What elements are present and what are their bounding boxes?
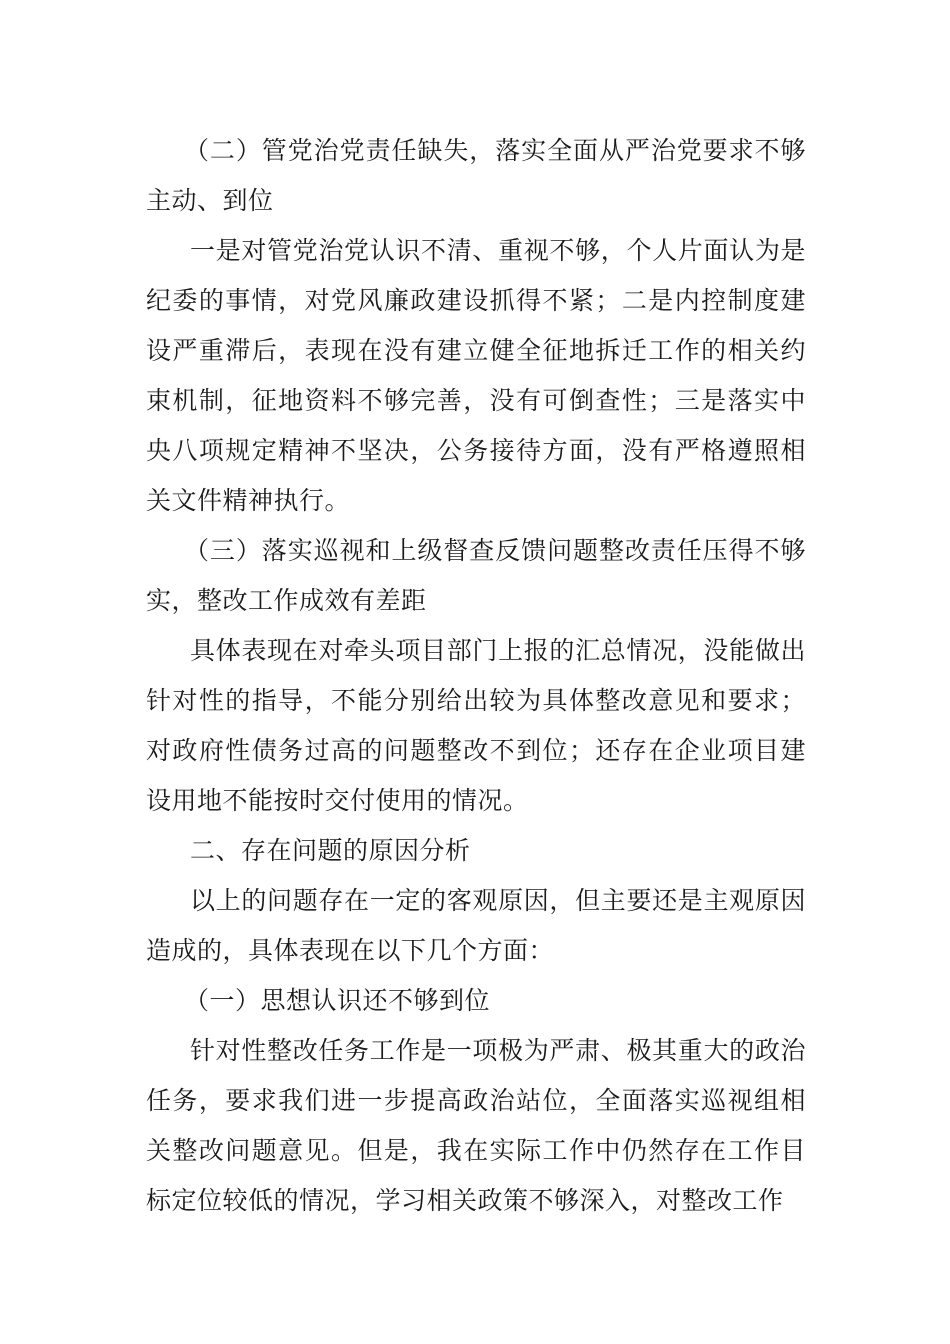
paragraph-thinking: 针对性整改任务工作是一项极为严肃、极其重大的政治任务，要求我们进一步提高政治站位，全面落实巡视组相关整改问题意见。但是，我在实际工作中仍然存在工作目标定位较低的情况，学习相关政策不够深入，对整改工作 — [146, 1036, 806, 1215]
paragraph-responsibility: 一是对管党治党认识不清、重视不够，个人片面认为是纪委的事情，对党风廉政建设抓得不紧；二是内控制度建设严重滞后，表现在没有建立健全征地拆迁工作的相关约束机制，征地资料不够完善，没有可倒查性；三是落实中央八项规定精神不坚决，公务接待方面，没有严格遵照相关文件精神执行。 — [146, 236, 806, 515]
paragraph-causes-intro: 以上的问题存在一定的客观原因，但主要还是主观原因造成的，具体表现在以下几个方面： — [146, 886, 806, 965]
subheading-one: （一）思想认识还不够到位 — [184, 986, 491, 1015]
subheading-three: （三）落实巡视和上级督查反馈问题整改责任压得不够实，整改工作成效有差距 — [146, 536, 806, 615]
subheading-two: （二）管党治党责任缺失，落实全面从严治党要求不够主动、到位 — [146, 136, 806, 215]
section-heading-cause-analysis: 二、存在问题的原因分析 — [190, 836, 471, 865]
document-page — [146, 126, 806, 1226]
paragraph-rectification: 具体表现在对牵头项目部门上报的汇总情况，没能做出针对性的指导，不能分别给出较为具体整改意见和要求；对政府性债务过高的问题整改不到位；还存在企业项目建设用地不能按时交付使用的情况。 — [146, 636, 806, 815]
